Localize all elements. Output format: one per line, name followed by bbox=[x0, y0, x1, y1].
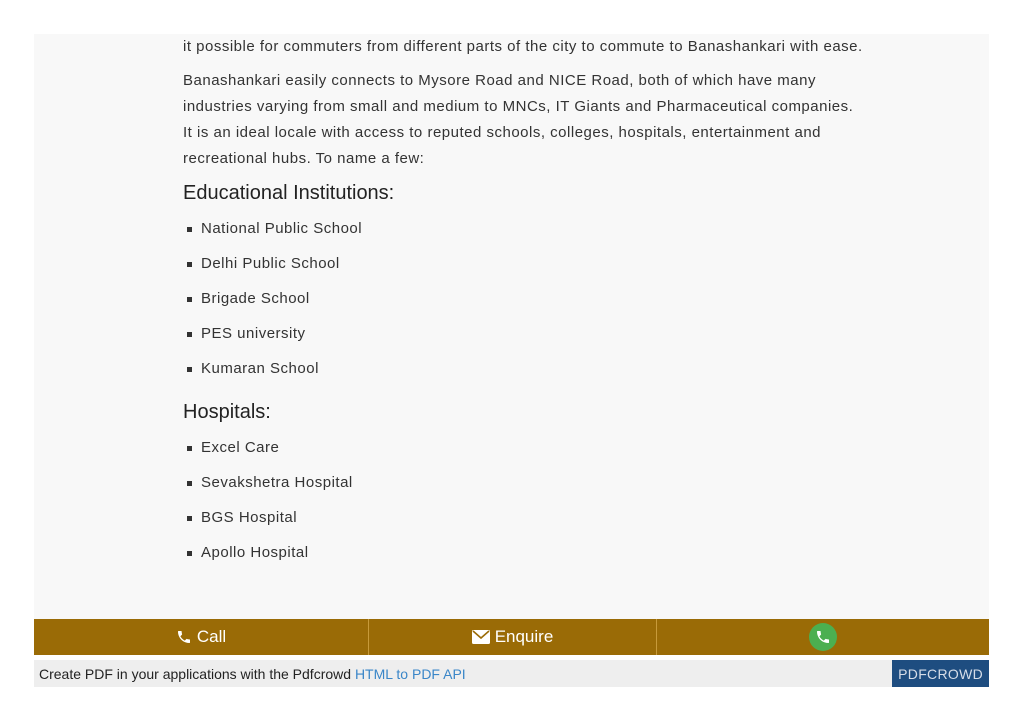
call-button[interactable] bbox=[34, 619, 368, 655]
pdf-footer bbox=[34, 660, 989, 687]
list-item bbox=[183, 253, 863, 288]
hospitals-heading: Hospitals: bbox=[183, 401, 271, 423]
whatsapp-button[interactable] bbox=[656, 619, 989, 655]
action-bar bbox=[34, 619, 989, 655]
bullet-icon bbox=[187, 332, 192, 337]
whatsapp-icon bbox=[809, 623, 837, 651]
call-label: Call bbox=[196, 627, 227, 646]
bullet-icon bbox=[187, 367, 192, 372]
list-item-label: Apollo Hospital bbox=[201, 544, 309, 561]
list-item-label: Delhi Public School bbox=[201, 255, 340, 272]
phone-icon bbox=[176, 629, 192, 645]
page bbox=[34, 34, 989, 619]
list-item bbox=[183, 218, 863, 253]
paragraph-connectivity: Banashankari easily connects to Mysore Road and NICE Road, both of which have many industries varying from small and medium to MNCs, IT Giants and Pharmaceutical companies. It is an ideal locale with access to reputed schools, colleges, hospitals, entertainment and recreational hubs. To name a few: bbox=[183, 72, 854, 167]
hospitals-list bbox=[183, 437, 863, 577]
bullet-icon bbox=[187, 516, 192, 521]
enquire-button[interactable] bbox=[368, 619, 656, 655]
enquire-label: Enquire bbox=[494, 627, 554, 646]
footer-link[interactable]: HTML to PDF API bbox=[354, 665, 466, 682]
education-heading: Educational Institutions: bbox=[183, 182, 395, 204]
bullet-icon bbox=[187, 446, 192, 451]
list-item bbox=[183, 288, 863, 323]
footer-text bbox=[34, 666, 466, 682]
list-item-label: Excel Care bbox=[201, 439, 280, 456]
footer-message: Create PDF in your applications with the Pdfcrowd bbox=[39, 665, 355, 682]
list-item bbox=[183, 507, 863, 542]
list-item-label: Sevakshetra Hospital bbox=[201, 474, 353, 491]
bullet-icon bbox=[187, 481, 192, 486]
pdfcrowd-badge[interactable]: PDFCROWD bbox=[892, 660, 989, 687]
list-item-label: PES university bbox=[201, 325, 306, 342]
paragraph-continuation: it possible for commuters from different parts of the city to commute to Banashankari with ease. bbox=[183, 38, 863, 55]
bullet-icon bbox=[187, 262, 192, 267]
list-item-label: Brigade School bbox=[201, 290, 310, 307]
bullet-icon bbox=[187, 297, 192, 302]
education-list bbox=[183, 218, 863, 393]
list-item bbox=[183, 437, 863, 472]
list-item bbox=[183, 323, 863, 358]
bullet-icon bbox=[187, 227, 192, 232]
envelope-icon bbox=[472, 630, 490, 644]
article-content bbox=[183, 34, 863, 581]
list-item bbox=[183, 472, 863, 507]
list-item-label: National Public School bbox=[201, 220, 363, 237]
bullet-icon bbox=[187, 551, 192, 556]
list-item bbox=[183, 542, 863, 577]
list-item-label: Kumaran School bbox=[201, 360, 319, 377]
list-item bbox=[183, 358, 863, 393]
list-item-label: BGS Hospital bbox=[201, 509, 298, 526]
